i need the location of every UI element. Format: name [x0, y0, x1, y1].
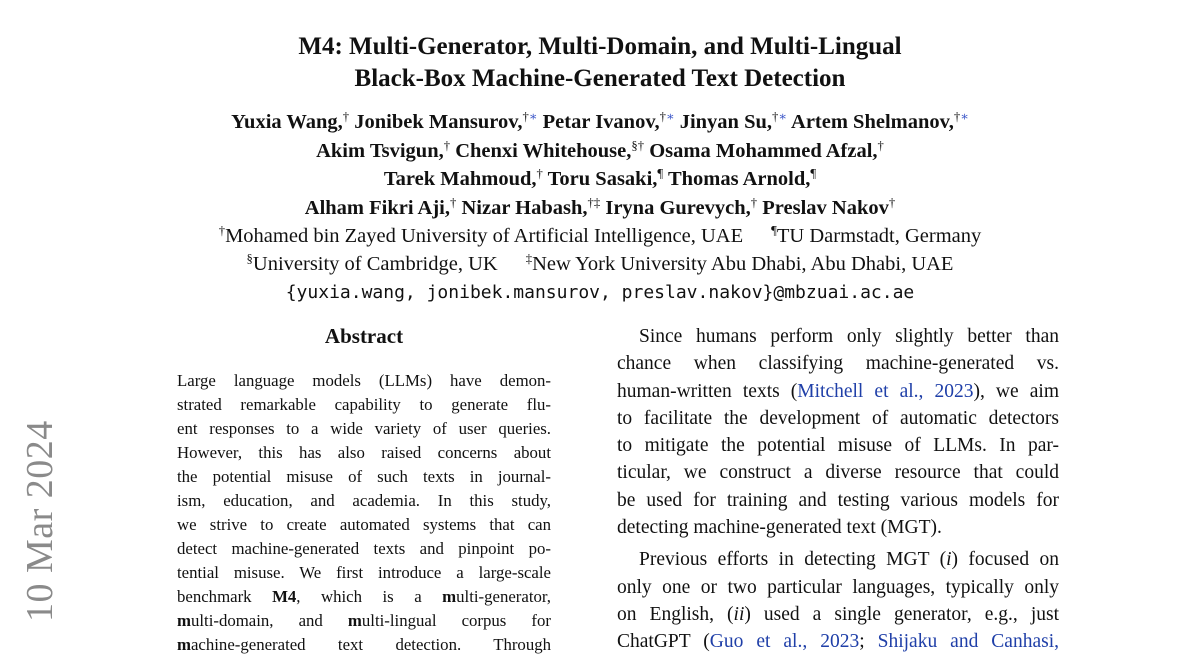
text-run: , which is a [296, 587, 443, 606]
body-line [617, 323, 1059, 350]
text-run: Large language models (LLMs) have demon- [177, 371, 551, 390]
abstract-line [177, 369, 551, 393]
text-run: the potential misuse of such texts in journal- [177, 467, 551, 486]
author-affiliation-mark: † [443, 137, 451, 152]
abstract-line [177, 441, 551, 465]
author-name: Toru Sasaki, [547, 168, 658, 190]
author-affiliation-mark: †‡ [587, 194, 601, 209]
body-line [617, 574, 1059, 601]
equal-contribution-mark: ∗ [778, 109, 788, 124]
author-name: Yuxia Wang, [231, 111, 343, 133]
arxiv-date-stamp: 10 Mar 2024 [19, 420, 61, 622]
abstract-text [177, 369, 551, 657]
text-run: However, this has also raised concerns about [177, 443, 551, 462]
paper-title-line-1: M4: Multi-Generator, Multi-Domain, and Multi-Lingual [298, 33, 902, 60]
paper-title-line-2: Black-Box Machine-Generated Text Detection [354, 65, 846, 92]
bold-text: M4 [272, 587, 297, 606]
author-name: Nizar Habash, [461, 196, 588, 219]
abstract-line [177, 561, 551, 585]
italic-text: i [946, 549, 952, 571]
author-line-1 [0, 108, 1200, 137]
author-affiliation-mark: † [888, 194, 896, 209]
text-run: ) focused on [951, 549, 1060, 571]
text-run: Previous efforts in detecting MGT ( [639, 549, 947, 571]
body-line [617, 405, 1059, 432]
author-affiliation-mark: ¶ [657, 166, 664, 181]
citation-link[interactable]: Shijaku and Canhasi, [877, 631, 1059, 653]
text-run: ent responses to a wide variety of user queries. [177, 419, 551, 438]
text-run: achine-generated text detection. Through [190, 635, 551, 654]
text-run: be used for training and testing various models for [617, 489, 1059, 511]
affiliation-name: TU Darmstadt, Germany [776, 225, 982, 247]
equal-contribution-mark: ∗ [960, 109, 969, 124]
author-name: Jonibek Mansurov, [354, 111, 523, 133]
author-name: Akim Tsvigun, [316, 139, 444, 162]
body-line [617, 459, 1059, 486]
author-affiliation-mark: † [522, 109, 529, 124]
author-name: Chenxi Whitehouse, [455, 139, 632, 162]
body-line [617, 546, 1059, 573]
bold-text: m [347, 611, 362, 630]
body-line [617, 628, 1059, 655]
author-name: Preslav Nakov [762, 196, 889, 219]
author-affiliation-mark: † [342, 109, 350, 124]
text-run: ulti-domain, and [190, 611, 348, 630]
text-run: ) used a single generator, e.g., just [744, 603, 1059, 625]
abstract-line [177, 585, 551, 609]
text-run: benchmark [177, 587, 273, 606]
abstract-line [177, 465, 551, 489]
body-line [617, 514, 1059, 541]
equal-contribution-mark: ∗ [528, 109, 538, 124]
equal-contribution-mark: ∗ [665, 109, 675, 124]
affiliation-mark: ‡ [525, 251, 533, 266]
body-line [617, 378, 1059, 405]
citation-link[interactable]: Mitchell et al., 2023 [797, 380, 974, 402]
bold-text: m [177, 635, 191, 654]
text-run: ticular, we construct a diverse resource that could [617, 462, 1059, 484]
text-run: we strive to create automated systems that can [177, 515, 551, 534]
text-run: chance when classifying machine-generated vs. [617, 353, 1059, 375]
abstract-line [177, 537, 551, 561]
text-run: detect machine-generated texts and pinpoint po- [177, 539, 551, 558]
text-run: ChatGPT ( [617, 631, 710, 653]
author-affiliation-mark: §† [631, 137, 645, 152]
italic-text: ii [733, 603, 745, 625]
author-name: Artem Shelmanov, [791, 111, 954, 133]
text-run: human-written texts ( [617, 380, 798, 402]
affiliation-mark: § [246, 251, 253, 266]
affiliation-line-2 [0, 250, 1200, 278]
author-line-2 [0, 137, 1200, 166]
text-run: to mitigate the potential misuse of LLMs. In par- [617, 435, 1059, 457]
author-line-3 [0, 165, 1200, 194]
affiliation-line-1 [0, 222, 1200, 250]
abstract-line [177, 513, 551, 537]
affiliation-name: University of Cambridge, UK [252, 253, 498, 275]
text-run: only one or two particular languages, typically only [617, 576, 1059, 598]
text-run: ), we aim [973, 380, 1059, 402]
author-affiliation-mark: † [953, 109, 961, 124]
author-affiliation-mark: † [659, 109, 666, 124]
author-affiliation-mark: † [536, 166, 543, 181]
affiliation-mark: † [218, 223, 226, 238]
author-name: Tarek Mahmoud, [383, 168, 537, 190]
introduction-text [617, 323, 1059, 656]
text-run: ulti-generator, [456, 587, 551, 606]
affiliation-name: New York University Abu Dhabi, Abu Dhabi, UAE [532, 253, 954, 275]
text-run: ulti-lingual corpus for [361, 611, 551, 630]
text-run: on English, ( [617, 603, 734, 625]
author-name: Petar Ivanov, [542, 111, 660, 133]
text-run: strated remarkable capability to generate flu- [177, 395, 551, 414]
text-run: to facilitate the development of automatic detectors [617, 407, 1059, 429]
text-run: detecting machine-generated text (MGT). [617, 517, 942, 539]
text-run: ; [859, 631, 878, 653]
author-name: Thomas Arnold, [667, 168, 811, 190]
body-line [617, 487, 1059, 514]
abstract-line [177, 489, 551, 513]
affiliation-mark: ¶ [771, 223, 777, 238]
author-name: Iryna Gurevych, [605, 196, 751, 219]
abstract-line [177, 633, 551, 657]
author-name: Osama Mohammed Afzal, [649, 139, 878, 162]
text-run: ism, education, and academia. In this study, [177, 491, 551, 510]
body-line [617, 601, 1059, 628]
author-affiliation-mark: † [877, 137, 884, 152]
abstract-line [177, 393, 551, 417]
author-affiliation-mark: † [449, 194, 457, 209]
author-emails: {yuxia.wang, jonibek.mansurov, preslav.nakov}@mbzuai.ac.ae [285, 282, 915, 303]
body-line [617, 432, 1059, 459]
author-name: Jinyan Su, [679, 111, 773, 133]
body-line [617, 350, 1059, 377]
bold-text: m [442, 587, 457, 606]
text-run: Since humans perform only slightly better than [639, 326, 1059, 347]
author-affiliation-mark: ¶ [810, 166, 817, 181]
abstract-line [177, 609, 551, 633]
abstract-line [177, 417, 551, 441]
author-affiliation-mark: † [772, 109, 779, 124]
abstract-heading: Abstract [324, 324, 404, 348]
affiliation-name: Mohamed bin Zayed University of Artificial Intelligence, UAE [225, 225, 744, 247]
bold-text: m [177, 611, 191, 630]
author-line-4 [0, 194, 1200, 223]
author-name: Alham Fikri Aji, [304, 196, 450, 219]
citation-link[interactable]: Guo et al., 2023 [709, 631, 860, 653]
text-run: tential misuse. We first introduce a large-scale [177, 563, 551, 582]
author-affiliation-mark: † [750, 194, 758, 209]
